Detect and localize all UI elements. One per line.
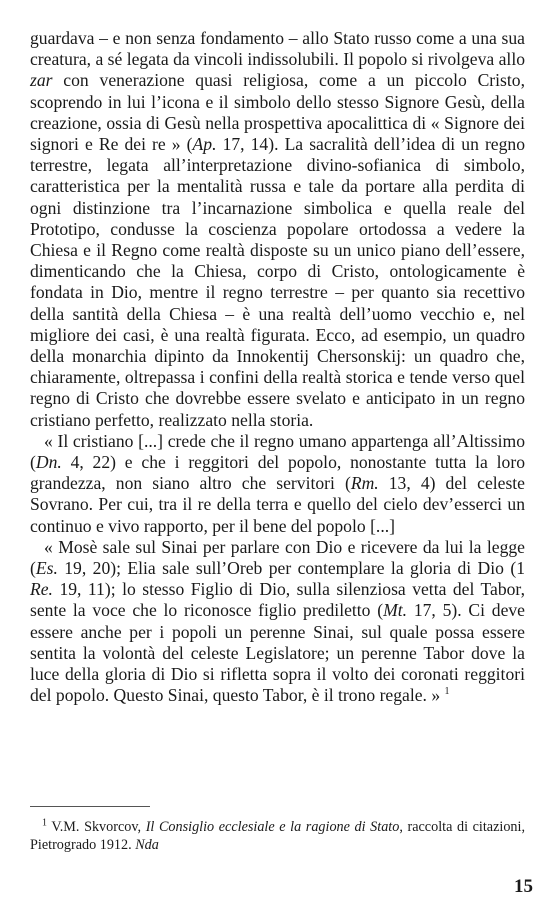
italic-run: Re. [30, 579, 53, 600]
paragraph-1: guardava – e non senza fondamento – allo Stato russo come a una sua creatura, a sé legata da vincoli indissolubili. Il popolo si rivolgeva allo zar con venerazione quasi religiosa, come a un piccolo Cristo, scoprendo in lui l’icona e il simbolo dello stesso Signore Gesù, della creazione, ossia di Gesù nella prospettiva apocalittica di « Signore dei signori e Re dei re » (Ap. 17, 14). La sacralità dell’idea di un regno terrestre, legata all’interpretazione divino-sofianica di simbolo, caratteristica per la mentalità russa e tale da portare alla perdita di ogni distinzione tra l’incarnazione simbolica e quella reale del Prototipo, condusse la coscienza popolare ortodossa a vedere la Chiesa e il Regno come realtà disposte su un unico piano dell’essere, dimenticando che la Chiesa, corpo di Cristo, ontologicamente è fondata in Dio, mentre il regno terrestre – per quanto sia recettivo della santità della Chiesa – è una realtà dell’uomo vecchio e, nel migliore dei casi, è una realtà figurata. Ecco, ad esempio, un quadro della monarchia dipinto da Innokentij Chersonskij: un quadro che, chiaramente, oltrepassa i confini della realtà storica e tende verso quel regno di Cristo che dovrebbe essere svelato e anticipato in un regno cristiano perfetto, realizzato nella storia. [30, 28, 526, 430]
footnote-ref: 1 [42, 817, 47, 829]
italic-run: Nda [135, 837, 159, 853]
italic-run: Rm. [350, 473, 379, 494]
page-number: 15 [514, 876, 533, 897]
italic-run: zar [30, 70, 53, 91]
paragraph-2-quote: « Il cristiano [...] crede che il regno umano appartenga all’Altissimo (Dn. 4, 22) e che i reggitori del popolo, nonostante tutta la loro grandezza, non siano altro che servitori (Rm. 13, 4) del celeste Sovrano. Per cui, tra il re della terra e quello del cielo dev’esserci un continuo e vivo rapporto, per il bene del popolo [...] [30, 430, 525, 536]
footnote: $^1$ V.M. Skvorcov, Il Consiglio ecclesiale e la ragione di Stato, raccolta di citazioni, Pietrogrado 1912. Nda [30, 817, 526, 853]
italic-run: Il Consiglio ecclesiale e la ragione di Stato [145, 819, 400, 835]
italic-run: Es. [35, 558, 58, 579]
italic-run: Ap. [192, 134, 217, 155]
italic-run: Mt. [383, 600, 408, 621]
paragraph-3-quote: « Mosè sale sul Sinai per parlare con Dio e ricevere da lui la legge (Es. 19, 20); Elia sale sull’Oreb per contemplare la gloria di Dio (1 Re. 19, 11); lo stesso Figlio di Dio, sulla silenziosa vetta del Tabor, sente la voce che lo riconosce figlio prediletto (Mt. 17, 5). Ci deve essere anche per i popoli un perenne Sinai, sul quale possa essere sentita la volontà del celeste Legislatore; un perenne Tabor dove la luce della gloria di Dio si rifletta sopra il volto dei coronati reggitori del popolo. Questo Sinai, questo Tabor, è il trono regale. » $^1$ [30, 536, 525, 706]
footnote-ref: 1 [444, 686, 450, 698]
italic-run: Dn. [35, 452, 62, 473]
body-text [30, 28, 525, 707]
footnote-divider [30, 806, 150, 807]
